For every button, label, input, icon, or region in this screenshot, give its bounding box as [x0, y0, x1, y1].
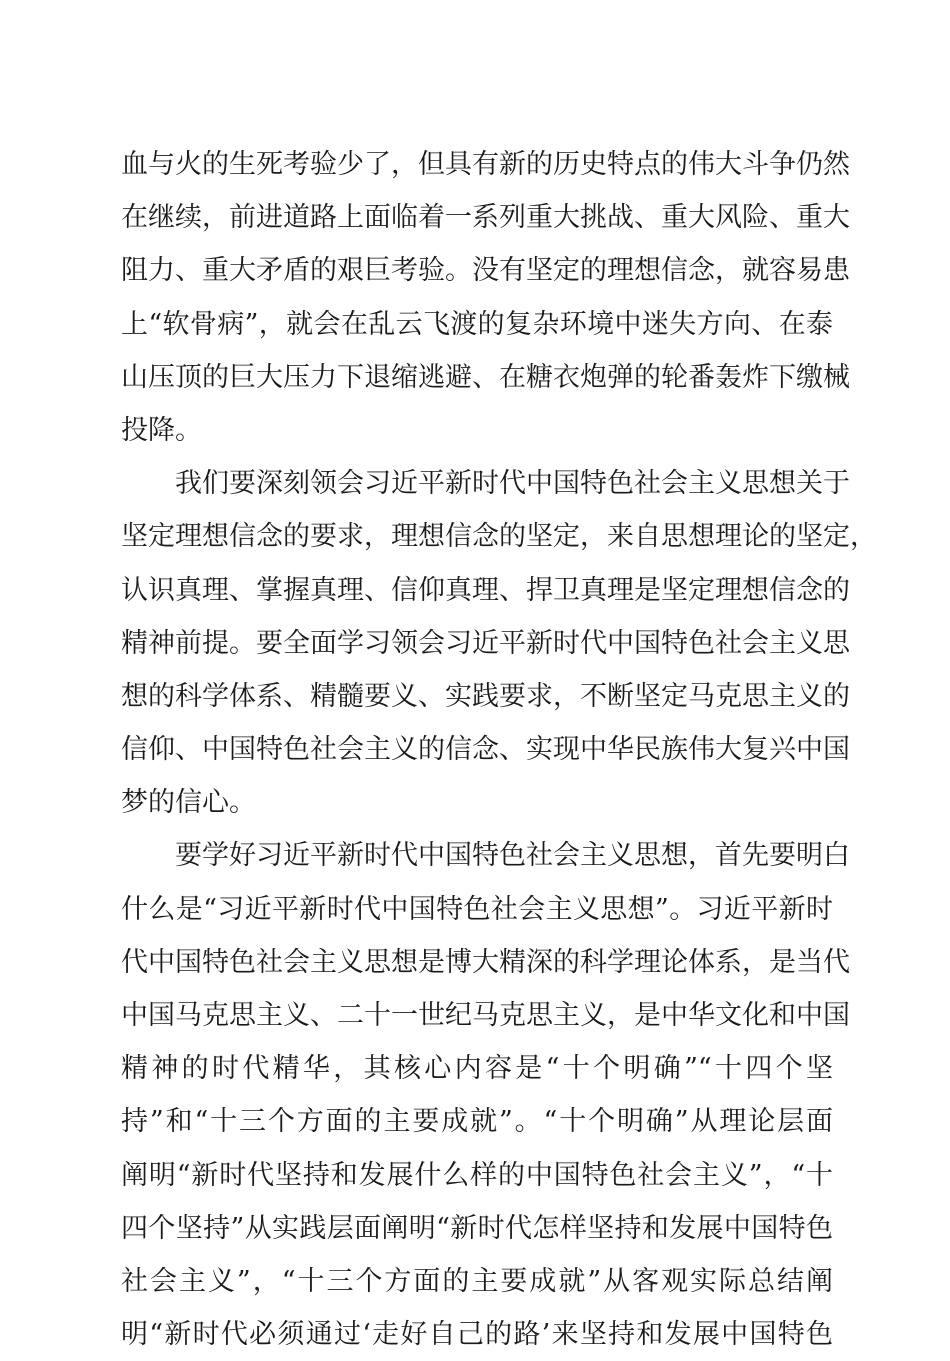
text-line: 明“新时代必须通过‘走好自己的路’来坚持和发展中国特色	[121, 1319, 833, 1351]
text-line: 上“软骨病”，就会在乱云飞渡的复杂环境中迷失方向、在泰	[121, 308, 833, 340]
text-line: 认识真理、掌握真理、信仰真理、捍卫真理是坚定理想信念的	[121, 574, 850, 606]
text-line: 四个坚持”从实践层面阐明“新时代怎样坚持和发展中国特色	[121, 1212, 833, 1244]
text-line: 山压顶的巨大压力下退缩逃避、在糖衣炮弹的轮番轰炸下缴械	[121, 361, 850, 393]
paragraph-3	[121, 829, 850, 1361]
text-line: 阻力、重大矛盾的艰巨考验。没有坚定的理想信念，就容易患	[121, 255, 850, 287]
text-line: 持”和“十三个方面的主要成就”。“十个明确”从理论层面	[121, 1106, 833, 1138]
text-line: 梦的信心。	[121, 787, 256, 819]
text-line: 精神的时代精华，其核心内容是“十个明确”“十四个坚	[121, 1053, 833, 1085]
text-line: 要学好习近平新时代中国特色社会主义思想，首先要明白	[175, 840, 850, 872]
text-line: 什么是“习近平新时代中国特色社会主义思想”。习近平新时	[121, 893, 833, 925]
text-line: 精神前提。要全面学习领会习近平新时代中国特色社会主义思	[121, 627, 850, 659]
text-line: 阐明“新时代坚持和发展什么样的中国特色社会主义”，“十	[121, 1159, 833, 1191]
text-line: 想的科学体系、精髓要义、实践要求，不断坚定马克思主义的	[121, 680, 850, 712]
text-line: 社会主义”，“十三个方面的主要成就”从客观实际总结阐	[121, 1265, 833, 1297]
text-line: 信仰、中国特色社会主义的信念、实现中华民族伟大复兴中国	[121, 734, 850, 766]
text-line: 代中国特色社会主义思想是博大精深的科学理论体系，是当代	[121, 946, 850, 978]
text-line: 投降。	[121, 414, 202, 446]
text-line: 我们要深刻领会习近平新时代中国特色社会主义思想关于	[175, 468, 850, 500]
text-line: 血与火的生死考验少了，但具有新的历史特点的伟大斗争仍然	[121, 149, 850, 180]
text-line: 坚定理想信念的要求，理想信念的坚定，来自思想理论的坚定，	[121, 521, 877, 553]
text-line: 中国马克思主义、二十一世纪马克思主义，是中华文化和中国	[121, 1000, 850, 1031]
document-body	[121, 138, 877, 1361]
paragraph-2	[121, 457, 877, 829]
paragraph-1	[121, 138, 850, 457]
text-line: 在继续，前进道路上面临着一系列重大挑战、重大风险、重大	[121, 202, 850, 234]
